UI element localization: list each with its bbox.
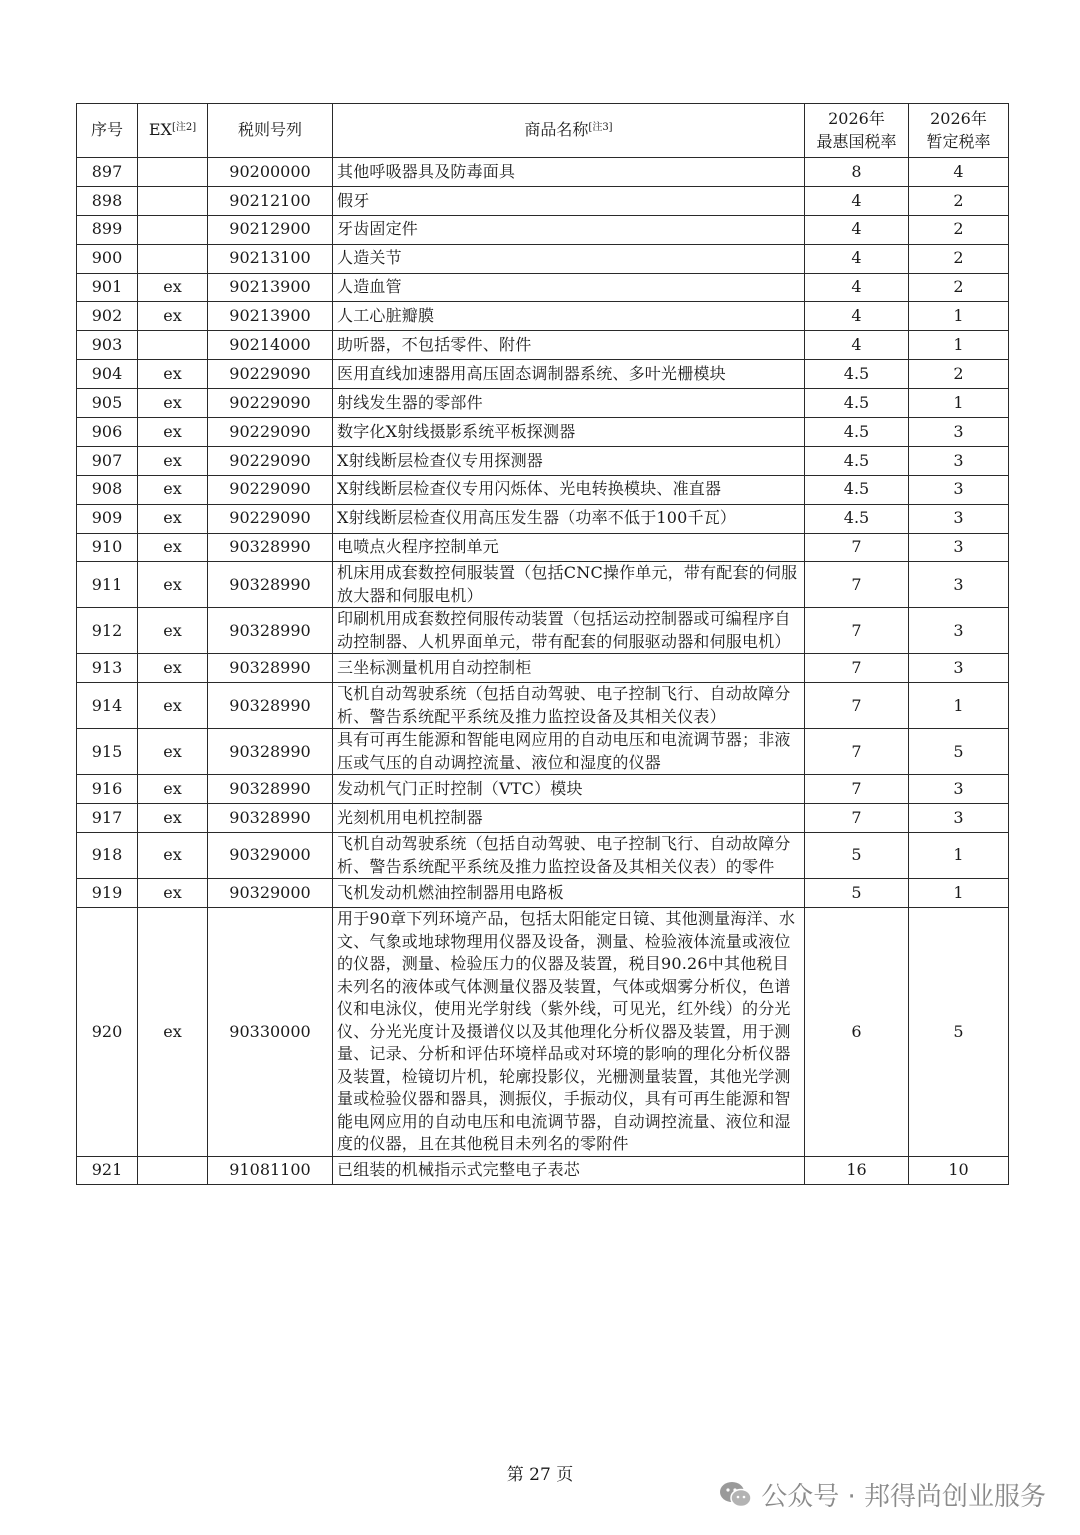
cell-prov: 4 — [909, 158, 1009, 187]
table-row — [77, 504, 1009, 533]
cell-ex: ex — [138, 446, 208, 475]
cell-name: 医用直线加速器用高压固态调制器系统、多叶光栅模块 — [333, 360, 805, 389]
cell-prov: 3 — [909, 504, 1009, 533]
cell-ex: ex — [138, 908, 208, 1157]
cell-code: 90328990 — [208, 608, 333, 654]
cell-seq: 919 — [77, 879, 138, 908]
cell-seq: 916 — [77, 775, 138, 804]
cell-mfn: 7 — [805, 804, 909, 833]
cell-name: 人工心脏瓣膜 — [333, 302, 805, 331]
cell-ex: ex — [138, 533, 208, 562]
cell-mfn: 4 — [805, 331, 909, 360]
cell-ex — [138, 215, 208, 244]
cell-code: 91081100 — [208, 1156, 333, 1185]
cell-name: 假牙 — [333, 186, 805, 215]
cell-ex: ex — [138, 360, 208, 389]
cell-seq: 908 — [77, 475, 138, 504]
cell-mfn: 7 — [805, 683, 909, 729]
cell-code: 90328990 — [208, 775, 333, 804]
cell-prov: 2 — [909, 244, 1009, 273]
table-row — [77, 804, 1009, 833]
cell-prov: 3 — [909, 562, 1009, 608]
cell-mfn: 7 — [805, 654, 909, 683]
cell-seq: 906 — [77, 418, 138, 447]
cell-code: 90328990 — [208, 729, 333, 775]
cell-seq: 907 — [77, 446, 138, 475]
header-seq — [77, 104, 138, 158]
header-prov-line1: 2026年 — [930, 109, 987, 128]
cell-mfn: 5 — [805, 833, 909, 879]
cell-name: 其他呼吸器具及防毒面具 — [333, 158, 805, 187]
cell-code: 90328990 — [208, 562, 333, 608]
cell-name: X射线断层检查仪用高压发生器（功率不低于100千瓦） — [333, 504, 805, 533]
cell-mfn: 4 — [805, 302, 909, 331]
cell-name: X射线断层检查仪专用闪烁体、光电转换模块、准直器 — [333, 475, 805, 504]
cell-seq: 904 — [77, 360, 138, 389]
cell-seq: 920 — [77, 908, 138, 1157]
cell-name: 射线发生器的零部件 — [333, 389, 805, 418]
header-name-label: 商品名称 — [524, 120, 589, 140]
cell-seq: 909 — [77, 504, 138, 533]
cell-name: 具有可再生能源和智能电网应用的自动电压和电流调节器；非液压或气压的自动调控流量、液位和湿度的仪器 — [333, 729, 805, 775]
cell-mfn: 4 — [805, 244, 909, 273]
table-row — [77, 273, 1009, 302]
table-row — [77, 729, 1009, 775]
header-seq-label: 序号 — [90, 120, 123, 140]
cell-prov: 3 — [909, 418, 1009, 447]
table-row — [77, 833, 1009, 879]
cell-prov: 2 — [909, 215, 1009, 244]
cell-seq: 911 — [77, 562, 138, 608]
header-name — [333, 104, 805, 158]
cell-code: 90213900 — [208, 273, 333, 302]
cell-prov: 3 — [909, 533, 1009, 562]
cell-name: 机床用成套数控伺服装置（包括CNC操作单元，带有配套的伺服放大器和伺服电机） — [333, 562, 805, 608]
header-row — [77, 104, 1009, 158]
table-row — [77, 446, 1009, 475]
cell-ex — [138, 1156, 208, 1185]
cell-code: 90229090 — [208, 504, 333, 533]
cell-seq: 917 — [77, 804, 138, 833]
cell-name: 电喷点火程序控制单元 — [333, 533, 805, 562]
cell-seq: 921 — [77, 1156, 138, 1185]
cell-name: 人造血管 — [333, 273, 805, 302]
table-row — [77, 215, 1009, 244]
table-row — [77, 186, 1009, 215]
cell-seq: 914 — [77, 683, 138, 729]
cell-code: 90212900 — [208, 215, 333, 244]
cell-name: 助听器，不包括零件、附件 — [333, 331, 805, 360]
table-row — [77, 775, 1009, 804]
cell-ex: ex — [138, 833, 208, 879]
cell-seq: 903 — [77, 331, 138, 360]
cell-seq: 915 — [77, 729, 138, 775]
table-row — [77, 908, 1009, 1157]
cell-name: 印刷机用成套数控伺服传动装置（包括运动控制器或可编程序自动控制器、人机界面单元，带有配套的伺服驱动器和伺服电机） — [333, 608, 805, 654]
cell-code: 90213100 — [208, 244, 333, 273]
cell-prov: 5 — [909, 908, 1009, 1157]
cell-name: X射线断层检查仪专用探测器 — [333, 446, 805, 475]
cell-name: 三坐标测量机用自动控制柜 — [333, 654, 805, 683]
cell-seq: 898 — [77, 186, 138, 215]
cell-code: 90229090 — [208, 360, 333, 389]
cell-prov: 1 — [909, 389, 1009, 418]
cell-name: 发动机气门正时控制（VTC）模块 — [333, 775, 805, 804]
cell-mfn: 4.5 — [805, 389, 909, 418]
cell-code: 90330000 — [208, 908, 333, 1157]
cell-ex: ex — [138, 273, 208, 302]
cell-code: 90229090 — [208, 446, 333, 475]
cell-prov: 3 — [909, 775, 1009, 804]
table-row — [77, 360, 1009, 389]
table-row — [77, 158, 1009, 187]
cell-prov: 3 — [909, 446, 1009, 475]
cell-code: 90200000 — [208, 158, 333, 187]
table-row — [77, 418, 1009, 447]
header-mfn — [805, 104, 909, 158]
cell-ex: ex — [138, 302, 208, 331]
cell-code: 90328990 — [208, 804, 333, 833]
cell-mfn: 7 — [805, 608, 909, 654]
header-ex — [138, 104, 208, 158]
table-row — [77, 879, 1009, 908]
cell-name: 牙齿固定件 — [333, 215, 805, 244]
cell-seq: 912 — [77, 608, 138, 654]
cell-seq: 897 — [77, 158, 138, 187]
cell-seq: 918 — [77, 833, 138, 879]
cell-ex: ex — [138, 475, 208, 504]
cell-mfn: 4.5 — [805, 418, 909, 447]
cell-ex: ex — [138, 654, 208, 683]
page-number: 第 27 页 — [506, 1465, 574, 1485]
header-prov-line2: 暂定税率 — [926, 131, 991, 151]
cell-name: 飞机发动机燃油控制器用电路板 — [333, 879, 805, 908]
cell-code: 90229090 — [208, 389, 333, 418]
cell-name: 飞机自动驾驶系统（包括自动驾驶、电子控制飞行、自动故障分析、警告系统配平系统及推力监控设备及其相关仪表）的零件 — [333, 833, 805, 879]
cell-mfn: 8 — [805, 158, 909, 187]
cell-code: 90229090 — [208, 475, 333, 504]
cell-seq: 905 — [77, 389, 138, 418]
cell-prov: 3 — [909, 804, 1009, 833]
table-row — [77, 562, 1009, 608]
cell-seq: 900 — [77, 244, 138, 273]
cell-mfn: 7 — [805, 775, 909, 804]
cell-prov: 5 — [909, 729, 1009, 775]
header-name-note: [注3] — [588, 122, 613, 134]
cell-seq: 902 — [77, 302, 138, 331]
cell-seq: 901 — [77, 273, 138, 302]
table-row — [77, 683, 1009, 729]
header-mfn-line1: 2026年 — [828, 109, 885, 128]
cell-ex: ex — [138, 804, 208, 833]
cell-mfn: 5 — [805, 879, 909, 908]
cell-code: 90329000 — [208, 879, 333, 908]
cell-prov: 1 — [909, 302, 1009, 331]
header-ex-note: [注2] — [171, 122, 197, 134]
cell-mfn: 4 — [805, 186, 909, 215]
cell-name: 用于90章下列环境产品，包括太阳能定日镜、其他测量海洋、水文、气象或地球物理用仪器及设备，测量、检验液体流量或液位的仪器，测量、检验压力的仪器及装置，税目90.26中其他税目未列名的液体或气体测量仪器及装置，气体或烟雾分析仪，色谱仪和电泳仪，使用光学射线（紫外线，可见光，红外线）的分光仪、分光光度计及摄谱仪以及其他理化分析仪器及装置，用于测量、记录、分析和评估环境样品或对环境的影响的理化分析仪器及装置，检镜切片机，轮廓投影仪，光栅测量装置，其他光学测量或检验仪器和器具，测振仪，手振动仪，具有可再生能源和智能电网应用的自动电压和电流调节器，自动调控流量、液位和湿度的仪器，且在其他税目未列名的零附件 — [333, 908, 805, 1157]
cell-mfn: 6 — [805, 908, 909, 1157]
cell-name: 人造关节 — [333, 244, 805, 273]
cell-prov: 2 — [909, 273, 1009, 302]
cell-mfn: 4.5 — [805, 446, 909, 475]
cell-prov: 3 — [909, 654, 1009, 683]
cell-code: 90328990 — [208, 654, 333, 683]
cell-prov: 3 — [909, 608, 1009, 654]
table-row — [77, 1156, 1009, 1185]
cell-prov: 1 — [909, 683, 1009, 729]
header-prov — [909, 104, 1009, 158]
cell-ex — [138, 158, 208, 187]
cell-prov: 2 — [909, 186, 1009, 215]
cell-ex — [138, 186, 208, 215]
cell-prov: 1 — [909, 331, 1009, 360]
cell-prov: 10 — [909, 1156, 1009, 1185]
cell-ex — [138, 244, 208, 273]
table-row — [77, 331, 1009, 360]
cell-mfn: 4 — [805, 215, 909, 244]
cell-ex: ex — [138, 879, 208, 908]
cell-ex: ex — [138, 418, 208, 447]
header-code-label: 税则号列 — [237, 120, 302, 140]
cell-prov: 1 — [909, 833, 1009, 879]
header-mfn-line2: 最惠国税率 — [816, 131, 897, 151]
cell-name: 已组装的机械指示式完整电子表芯 — [333, 1156, 805, 1185]
cell-code: 90213900 — [208, 302, 333, 331]
watermark-text: 公众号 · 邦得尚创业服务 — [761, 1482, 1046, 1512]
cell-ex: ex — [138, 608, 208, 654]
table-row — [77, 608, 1009, 654]
cell-mfn: 7 — [805, 533, 909, 562]
cell-mfn: 4.5 — [805, 504, 909, 533]
table-row — [77, 533, 1009, 562]
table-row — [77, 389, 1009, 418]
cell-name: 光刻机用电机控制器 — [333, 804, 805, 833]
cell-seq: 910 — [77, 533, 138, 562]
cell-ex: ex — [138, 562, 208, 608]
cell-mfn: 7 — [805, 729, 909, 775]
cell-ex: ex — [138, 683, 208, 729]
cell-ex: ex — [138, 775, 208, 804]
table-row — [77, 654, 1009, 683]
table-row — [77, 475, 1009, 504]
cell-code: 90328990 — [208, 683, 333, 729]
cell-ex: ex — [138, 504, 208, 533]
cell-ex: ex — [138, 729, 208, 775]
header-ex-label: EX — [148, 120, 172, 140]
cell-code: 90328990 — [208, 533, 333, 562]
cell-seq: 913 — [77, 654, 138, 683]
cell-mfn: 4.5 — [805, 475, 909, 504]
cell-name: 数字化X射线摄影系统平板探测器 — [333, 418, 805, 447]
cell-prov: 3 — [909, 475, 1009, 504]
cell-code: 90214000 — [208, 331, 333, 360]
wechat-icon — [719, 1480, 753, 1510]
cell-mfn: 4 — [805, 273, 909, 302]
cell-prov: 2 — [909, 360, 1009, 389]
cell-mfn: 16 — [805, 1156, 909, 1185]
table-row — [77, 302, 1009, 331]
header-code — [208, 104, 333, 158]
cell-ex: ex — [138, 389, 208, 418]
cell-name: 飞机自动驾驶系统（包括自动驾驶、电子控制飞行、自动故障分析、警告系统配平系统及推力监控设备及其相关仪表） — [333, 683, 805, 729]
cell-code: 90329000 — [208, 833, 333, 879]
cell-prov: 1 — [909, 879, 1009, 908]
cell-mfn: 7 — [805, 562, 909, 608]
cell-seq: 899 — [77, 215, 138, 244]
watermark — [719, 1476, 1046, 1513]
tariff-table — [76, 103, 1009, 1185]
table-row — [77, 244, 1009, 273]
cell-ex — [138, 331, 208, 360]
cell-code: 90212100 — [208, 186, 333, 215]
cell-mfn: 4.5 — [805, 360, 909, 389]
cell-code: 90229090 — [208, 418, 333, 447]
table-body — [77, 158, 1009, 1185]
